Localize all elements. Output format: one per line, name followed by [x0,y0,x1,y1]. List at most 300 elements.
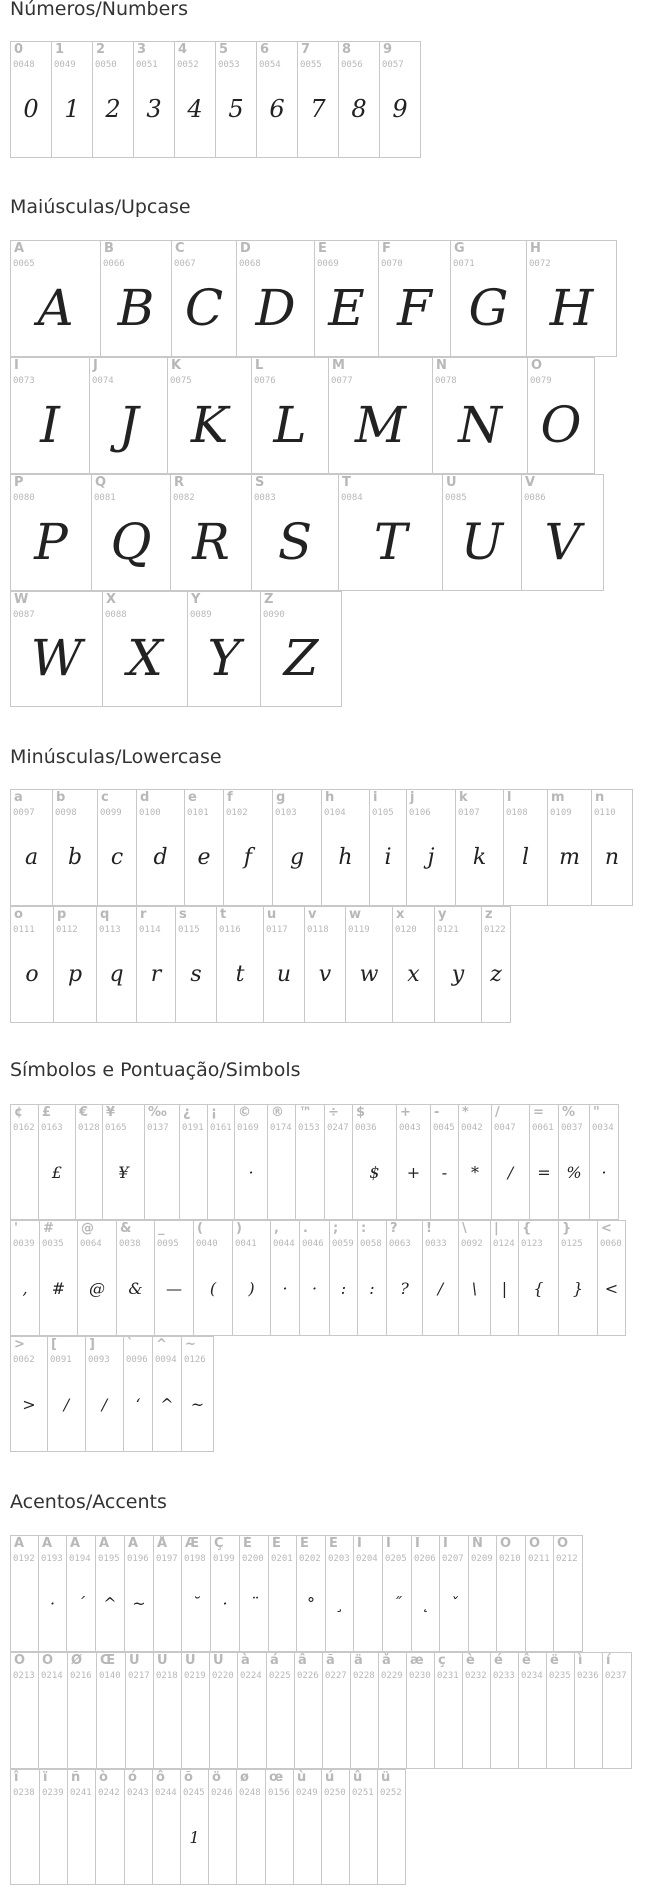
cell-code: 0097 [13,808,35,818]
script-glyph: W [30,629,83,687]
cell-character: \ [462,1221,467,1236]
glyph-row [10,1220,625,1336]
cell-character: ® [271,1105,284,1120]
cell-code: 0065 [13,259,35,269]
script-glyph: B [117,279,155,337]
cell-code: 0040 [196,1239,218,1249]
glyph-cell [462,1652,491,1769]
glyph-cell [97,789,137,906]
cell-character: Ä [128,1536,139,1551]
cell-code: 0225 [269,1671,291,1681]
glyph-cell [353,1535,383,1652]
cell-character: © [238,1105,251,1120]
script-glyph: V [544,513,581,571]
glyph-cell [10,357,90,474]
cell-code: 0045 [433,1123,455,1133]
cell-code: 0108 [506,808,528,818]
cell-code: 0081 [94,493,116,503]
script-glyph: v [318,962,332,987]
script-glyph: ? [400,1279,409,1298]
cell-character: í [606,1653,611,1668]
glyph-cell [378,1652,407,1769]
glyph-cell [175,906,217,1023]
glyph-cell [10,1535,39,1652]
script-glyph: U [460,513,504,571]
cell-character: [ [51,1337,57,1352]
glyph-cell [209,1652,238,1769]
cell-code: 0123 [521,1239,543,1249]
glyph-cell [377,1769,406,1885]
cell-code: 0237 [605,1671,627,1681]
script-glyph: · [311,1279,318,1298]
cell-code: 0220 [212,1671,234,1681]
glyph-cell [39,1769,68,1885]
glyph-cell [95,1535,125,1652]
cell-code: 0250 [324,1788,346,1798]
script-glyph: / [63,1395,70,1414]
cell-character: . [303,1221,308,1236]
glyph-cell [152,1336,182,1452]
cell-character: Ñ [472,1536,483,1551]
cell-code: 0247 [327,1123,349,1133]
glyph-cell [77,1220,117,1336]
glyph-cell [589,1104,619,1220]
glyph-cell [527,357,595,474]
script-glyph: 8 [351,95,367,123]
cell-character: < [601,1221,612,1236]
glyph-cell [85,1336,124,1452]
cell-character: È [243,1536,252,1551]
cell-code: 0245 [183,1788,205,1798]
cell-code: 0085 [445,493,467,503]
cell-character: ó [128,1770,137,1785]
cell-character: œ [269,1770,284,1785]
glyph-cell [491,1104,530,1220]
cell-code: 0049 [54,60,76,70]
cell-code: 0113 [99,925,121,935]
cell-code: 0230 [409,1671,431,1681]
script-glyph: g [289,845,305,870]
cell-character: r [140,907,147,922]
cell-code: 0060 [600,1239,622,1249]
cell-character: c [101,790,109,805]
script-glyph: e [197,845,211,870]
cell-code: 0043 [399,1123,421,1133]
script-glyph: A [37,279,74,337]
cell-code: 0192 [13,1554,35,1564]
cell-character: à [241,1653,250,1668]
script-glyph: I [40,396,60,454]
glyph-cell [89,357,168,474]
script-glyph: 7 [310,95,326,123]
glyph-cell [136,789,185,906]
script-glyph: ~ [132,1594,146,1613]
glyph-cell [153,1652,182,1769]
script-glyph: ‘ [135,1395,141,1414]
cell-character: ú [325,1770,335,1785]
glyph-cell [547,789,592,906]
glyph-cell [179,1104,208,1220]
glyph-cell [181,1336,214,1452]
script-glyph: ˛ [421,1594,430,1613]
cell-character: U [446,475,457,490]
glyph-cell [239,1535,269,1652]
script-glyph: J [118,396,139,454]
script-glyph: 6 [269,95,285,123]
cell-character: # [43,1221,54,1236]
cell-code: 0137 [147,1123,169,1133]
script-glyph: ~ [190,1395,205,1414]
cell-code: 0219 [184,1671,206,1681]
glyph-cell [152,1769,181,1885]
cell-code: 0095 [157,1239,179,1249]
cell-code: 0205 [385,1554,407,1564]
cell-character: { [522,1221,532,1236]
script-glyph: H [549,279,594,337]
cell-character: h [325,790,335,805]
cell-character: z [485,907,493,922]
cell-character: x [396,907,405,922]
cell-character: Â [70,1536,81,1551]
script-glyph: * [471,1163,479,1182]
glyph-cell [558,1104,590,1220]
script-glyph: · [601,1163,607,1182]
cell-code: 0035 [42,1239,64,1249]
cell-code: 0061 [532,1123,554,1133]
cell-character: O [531,358,543,373]
cell-code: 0249 [296,1788,318,1798]
glyph-cell [52,789,98,906]
script-glyph: 1 [64,95,80,123]
glyph-row [10,1104,618,1220]
cell-code: 0239 [42,1788,64,1798]
cell-character: ' [14,1221,18,1236]
cell-code: 0211 [528,1554,550,1564]
glyph-cell [597,1220,626,1336]
cell-code: 0067 [174,259,196,269]
cell-code: 0243 [127,1788,149,1798]
cell-code: 0105 [372,808,394,818]
cell-character: L [255,358,264,373]
glyph-cell [432,357,528,474]
cell-character: ñ [71,1770,81,1785]
glyph-cell [458,1104,492,1220]
cell-code: 0090 [263,610,285,620]
cell-code: 0044 [273,1239,295,1249]
cell-code: 0232 [465,1671,487,1681]
cell-character: j [410,790,415,805]
glyph-cell [338,474,443,591]
script-glyph: / [507,1163,514,1182]
cell-character: D [240,241,251,256]
script-glyph: 9 [392,95,408,123]
script-glyph: ˝ [393,1594,401,1613]
section-title: Minúsculas/Lowercase [10,746,222,768]
cell-code: 0054 [259,60,281,70]
cell-character: f [227,790,233,805]
cell-character: / [495,1105,500,1120]
cell-character: õ [184,1770,193,1785]
script-glyph: M [354,396,407,454]
glyph-cell [67,1769,96,1885]
glyph-cell [503,789,548,906]
cell-code: 0162 [13,1123,35,1133]
glyph-cell [91,474,171,591]
cell-character: Œ [100,1653,116,1668]
cell-character: £ [42,1105,52,1120]
cell-code: 0238 [13,1788,35,1798]
cell-code: 0091 [50,1355,72,1365]
cell-character: Ô [557,1536,569,1551]
cell-character: " [593,1105,600,1120]
cell-code: 0079 [530,376,552,386]
cell-character: g [276,790,286,805]
script-glyph: T [373,513,408,571]
cell-character: o [14,907,23,922]
cell-code: 0036 [355,1123,377,1133]
cell-character: ¢ [14,1105,24,1120]
script-glyph: L [273,396,307,454]
glyph-cell [10,1336,48,1452]
cell-character: G [454,241,465,256]
glyph-row [10,474,603,591]
cell-character: M [332,358,345,373]
glyph-cell [180,1769,209,1885]
script-glyph: c [110,845,124,870]
cell-character: _ [158,1221,165,1236]
glyph-cell [187,591,261,707]
glyph-cell [10,1220,40,1336]
cell-code: 0059 [332,1239,354,1249]
cell-code: 0163 [41,1123,63,1133]
cell-code: 0116 [219,925,241,935]
glyph-cell [38,1535,67,1652]
glyph-cell [208,1769,237,1885]
script-glyph: ^ [160,1395,174,1414]
cell-code: 0066 [103,259,125,269]
glyph-cell [10,1769,40,1885]
cell-character: ™ [299,1105,312,1120]
cell-code: 0217 [128,1671,150,1681]
glyph-row [10,906,510,1023]
glyph-cell [329,1220,358,1336]
glyph-row [10,1652,631,1769]
cell-code: 0103 [275,808,297,818]
glyph-cell [349,1769,378,1885]
cell-character: å [382,1653,391,1668]
script-glyph: G [468,279,509,337]
cell-character: n [595,790,605,805]
glyph-cell [322,1652,351,1769]
cell-character: d [140,790,150,805]
cell-code: 0242 [98,1788,120,1798]
cell-character: Z [264,592,274,607]
cell-character: } [562,1221,572,1236]
cell-code: 0196 [127,1554,149,1564]
glyph-cell [251,357,329,474]
script-glyph: O [540,396,582,454]
glyph-row [10,240,616,357]
cell-code: 0126 [184,1355,206,1365]
cell-code: 0124 [493,1239,515,1249]
cell-code: 0058 [360,1239,382,1249]
script-glyph: m [559,845,580,870]
script-glyph: · [248,1163,254,1182]
cell-character: 6 [260,42,270,57]
cell-character: K [171,358,182,373]
script-glyph: - [441,1163,448,1182]
script-glyph: n [604,845,620,870]
glyph-cell [95,1769,125,1885]
glyph-cell [167,357,252,474]
cell-code: 0246 [211,1788,233,1798]
cell-character: ò [99,1770,108,1785]
glyph-cell [215,41,257,158]
glyph-cell [184,789,224,906]
cell-code: 0236 [577,1671,599,1681]
cell-character: ; [333,1221,339,1236]
cell-character: Ö [42,1653,54,1668]
cell-character: 9 [383,42,393,57]
cell-code: 0227 [325,1671,347,1681]
glyph-cell [525,1535,554,1652]
cell-code: 0114 [139,925,161,935]
glyph-cell [266,1652,295,1769]
glyph-cell [468,1535,497,1652]
cell-code: 0118 [307,925,329,935]
cell-character: ] [89,1337,95,1352]
cell-code: 0052 [177,60,199,70]
cell-character: V [525,475,536,490]
cell-code: 0070 [381,259,403,269]
cell-code: 0109 [550,808,572,818]
glyph-cell [53,906,97,1023]
glyph-cell [102,1104,145,1220]
script-glyph: p [67,962,83,987]
glyph-cell [546,1652,575,1769]
glyph-cell [263,906,305,1023]
glyph-cell [321,1769,350,1885]
cell-character: Õ [14,1653,26,1668]
cell-character: Q [95,475,107,490]
cell-character: @ [81,1221,94,1236]
script-glyph: ° [307,1594,315,1613]
glyph-cell [170,474,252,591]
glyph-cell [123,1336,153,1452]
glyph-row [10,41,420,158]
glyph-cell [136,906,176,1023]
cell-code: 0212 [556,1554,578,1564]
glyph-cell [328,357,433,474]
script-glyph: k [472,845,487,870]
cell-code: 0209 [471,1554,493,1564]
cell-character: B [104,241,114,256]
cell-character: ï [43,1770,48,1785]
section-title: Acentos/Accents [10,1491,167,1513]
section-title: Números/Numbers [10,0,188,20]
cell-code: 0174 [270,1123,292,1133]
glyph-cell [38,1652,68,1769]
cell-code: 0063 [389,1239,411,1249]
script-glyph: % [566,1163,582,1182]
script-glyph: w [359,962,379,987]
glyph-cell [518,1220,559,1336]
glyph-cell [411,1535,440,1652]
script-glyph: + [406,1163,421,1182]
cell-code: 0110 [594,808,616,818]
cell-character: ç [438,1653,446,1668]
cell-code: 0083 [254,493,276,503]
cell-character: N [436,358,447,373]
cell-character: m [551,790,565,805]
glyph-row [10,1535,582,1652]
cell-character: s [179,907,187,922]
glyph-cell [125,1652,154,1769]
cell-character: v [308,907,317,922]
script-glyph: b [67,845,83,870]
cell-code: 0207 [442,1554,464,1564]
cell-character: Ü [213,1653,224,1668]
glyph-cell [406,1652,435,1769]
cell-character: * [462,1105,469,1120]
script-glyph: N [458,396,502,454]
glyph-row [10,357,594,474]
cell-code: 0089 [190,610,212,620]
glyph-cell [124,1535,154,1652]
glyph-cell [67,1652,97,1769]
cell-code: 0087 [13,610,35,620]
cell-character: u [267,907,277,922]
cell-code: 0039 [13,1239,35,1249]
glyph-cell [518,1652,547,1769]
glyph-cell [207,1104,235,1220]
cell-code: 0202 [299,1554,321,1564]
cell-code: 0140 [99,1671,121,1681]
script-glyph: C [184,279,224,337]
glyph-cell [521,474,604,591]
cell-code: 0112 [56,925,78,935]
script-glyph: D [255,279,296,337]
cell-code: 0062 [13,1355,35,1365]
cell-code: 0111 [13,925,35,935]
cell-character: é [494,1653,503,1668]
cell-code: 0098 [55,808,77,818]
cell-character: W [14,592,29,607]
cell-code: 0099 [100,808,122,818]
script-glyph: Y [207,629,241,687]
glyph-cell [268,1535,297,1652]
glyph-cell [304,906,346,1023]
glyph-cell [100,240,172,357]
cell-code: 0093 [88,1355,110,1365]
glyph-cell [396,1104,431,1220]
script-glyph: o [25,962,39,987]
glyph-cell [357,1220,387,1336]
cell-character: ` [127,1337,134,1352]
cell-code: 0213 [13,1671,35,1681]
cell-code: 0086 [524,493,546,503]
script-glyph: i [384,845,392,870]
glyph-cell [553,1535,583,1652]
cell-character: û [353,1770,363,1785]
cell-code: 0161 [210,1123,232,1133]
glyph-cell [602,1652,632,1769]
glyph-cell [455,789,504,906]
glyph-cell [251,474,339,591]
script-glyph: f [243,845,253,870]
cell-code: 0248 [239,1788,261,1798]
script-glyph: h [338,845,353,870]
